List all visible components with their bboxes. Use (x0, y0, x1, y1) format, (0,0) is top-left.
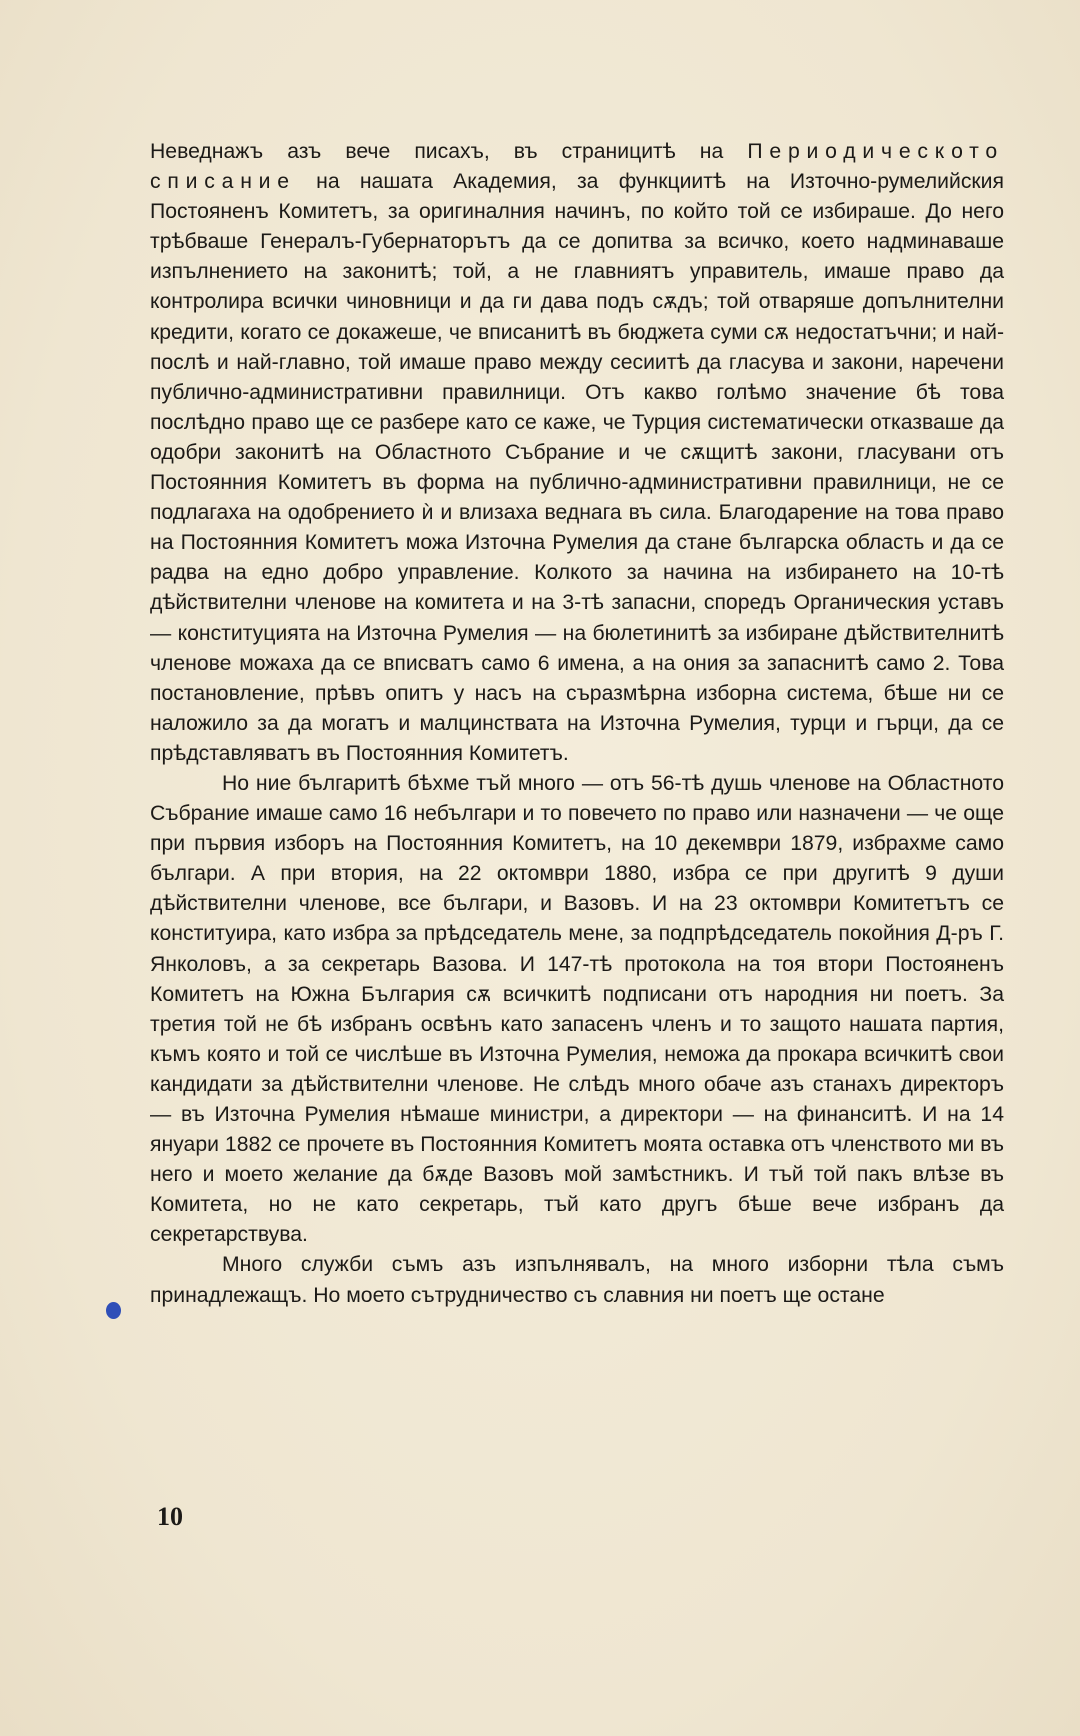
journal-title-spaced: Периодическото списание (150, 140, 1004, 194)
paragraph-3: Много служби съмъ азъ изпълнявалъ, на много изборни тѣла съмъ принадлежащъ. Но моето сътрудничество съ славния ни поетъ ще остане (150, 1253, 1004, 1307)
body-text (150, 137, 1004, 1311)
margin-ink-dot (106, 1302, 121, 1319)
page-number: 10 (157, 1502, 183, 1531)
paragraph-1-part-1: Неведнажъ азъ вече писахъ, въ страницитѣ на (150, 140, 748, 163)
paragraph-1 (150, 137, 1004, 769)
paragraph-1-part-2: на нашата Академия, за функциитѣ на Източно-румелийския Постояненъ Комитетъ, за оригиналния начинъ, по който той се избираше. До него трѣбваше Генералъ-Губернаторътъ да се допитва за всичко, което надминаваше изпълнението на законитѣ; той, а не главниятъ управитель, имаше право да контролира всички чиновници и да ги дава подъ сѫдъ; той отваряше допълнителни кредити, когато се докажеше, че вписанитѣ въ бюджета суми сѫ недостатъчни; и най-послѣ и най-главно, той имаше право между сесиитѣ да гласува и закони, наречени публично-административни правилници. Отъ какво голѣмо значение бѣ това послѣдно право ще се разбере като се каже, че Турция систематически отказваше да одобри законитѣ на Областното Събрание и че сѫщитѣ закони, гласувани отъ Постоянния Комитетъ въ форма на публично-административни правилници, не се подлагаха на одобрението ѝ и влизаха веднага въ сила. Благодарение на това право на Постоянния Комитетъ можа Източна Румелия да стане българска область и да се радва на едно добро управление. Колкото за начина на избирането на 10-тѣ дѣйствителни членове на комитета и на 3-тѣ запасни, споредъ Органическия уставъ — конституцията на Източна Румелия — на бюлетинитѣ за избиране дѣйствителнитѣ членове можаха да се вписватъ само 6 имена, а на ония за запаснитѣ само 2. Това постановление, прѣвъ опитъ у насъ на съразмѣрна изборна система, бѣше ни се наложило за да могатъ и малцинствата на Източна Румелия, турци и гърци, да се прѣдставляватъ въ Постоянния Комитетъ. (150, 170, 1004, 765)
paragraph-2: Но ние българитѣ бѣхме тъй много — отъ 56-тѣ душь членове на Областното Събрание имаше само 16 небългари и то повечето по право или назначени — че още при първия изборъ на Постоянния Комитетъ, на 10 декември 1879, избрахме само българи. А при втория, на 22 октомври 1880, избра се при другитѣ 9 души дѣйствителни членове, все българи, и Вазовъ. И на 23 октомври Комитетътъ се конституира, като избра за прѣдседатель мене, за подпрѣдседатель покойния Д-ръ Г. Янколовъ, а за секретарь Вазова. И 147-тѣ протокола на тоя втори Постояненъ Комитетъ на Южна България сѫ всичкитѣ подписани отъ народния ни поетъ. За третия той не бѣ избранъ освѣнъ като запасенъ членъ и то защото нашата партия, къмъ която и той се числѣше въ Източна Румелия, неможа да прокара всичкитѣ свои кандидати за дѣйствителни членове. Не слѣдъ много обаче азъ станахъ директоръ — въ Източна Румелия нѣмаше министри, а директори — на финанситѣ. И на 14 януари 1882 се прочете въ Постоянния Комитетъ моята оставка отъ членството ми въ него и моето желание да бѫде Вазовъ мой замѣстникъ. И тъй той пакъ влѣзе въ Комитета, но не като секретарь, тъй като другъ бѣше вече избранъ да секретарствува. (150, 771, 1004, 1247)
